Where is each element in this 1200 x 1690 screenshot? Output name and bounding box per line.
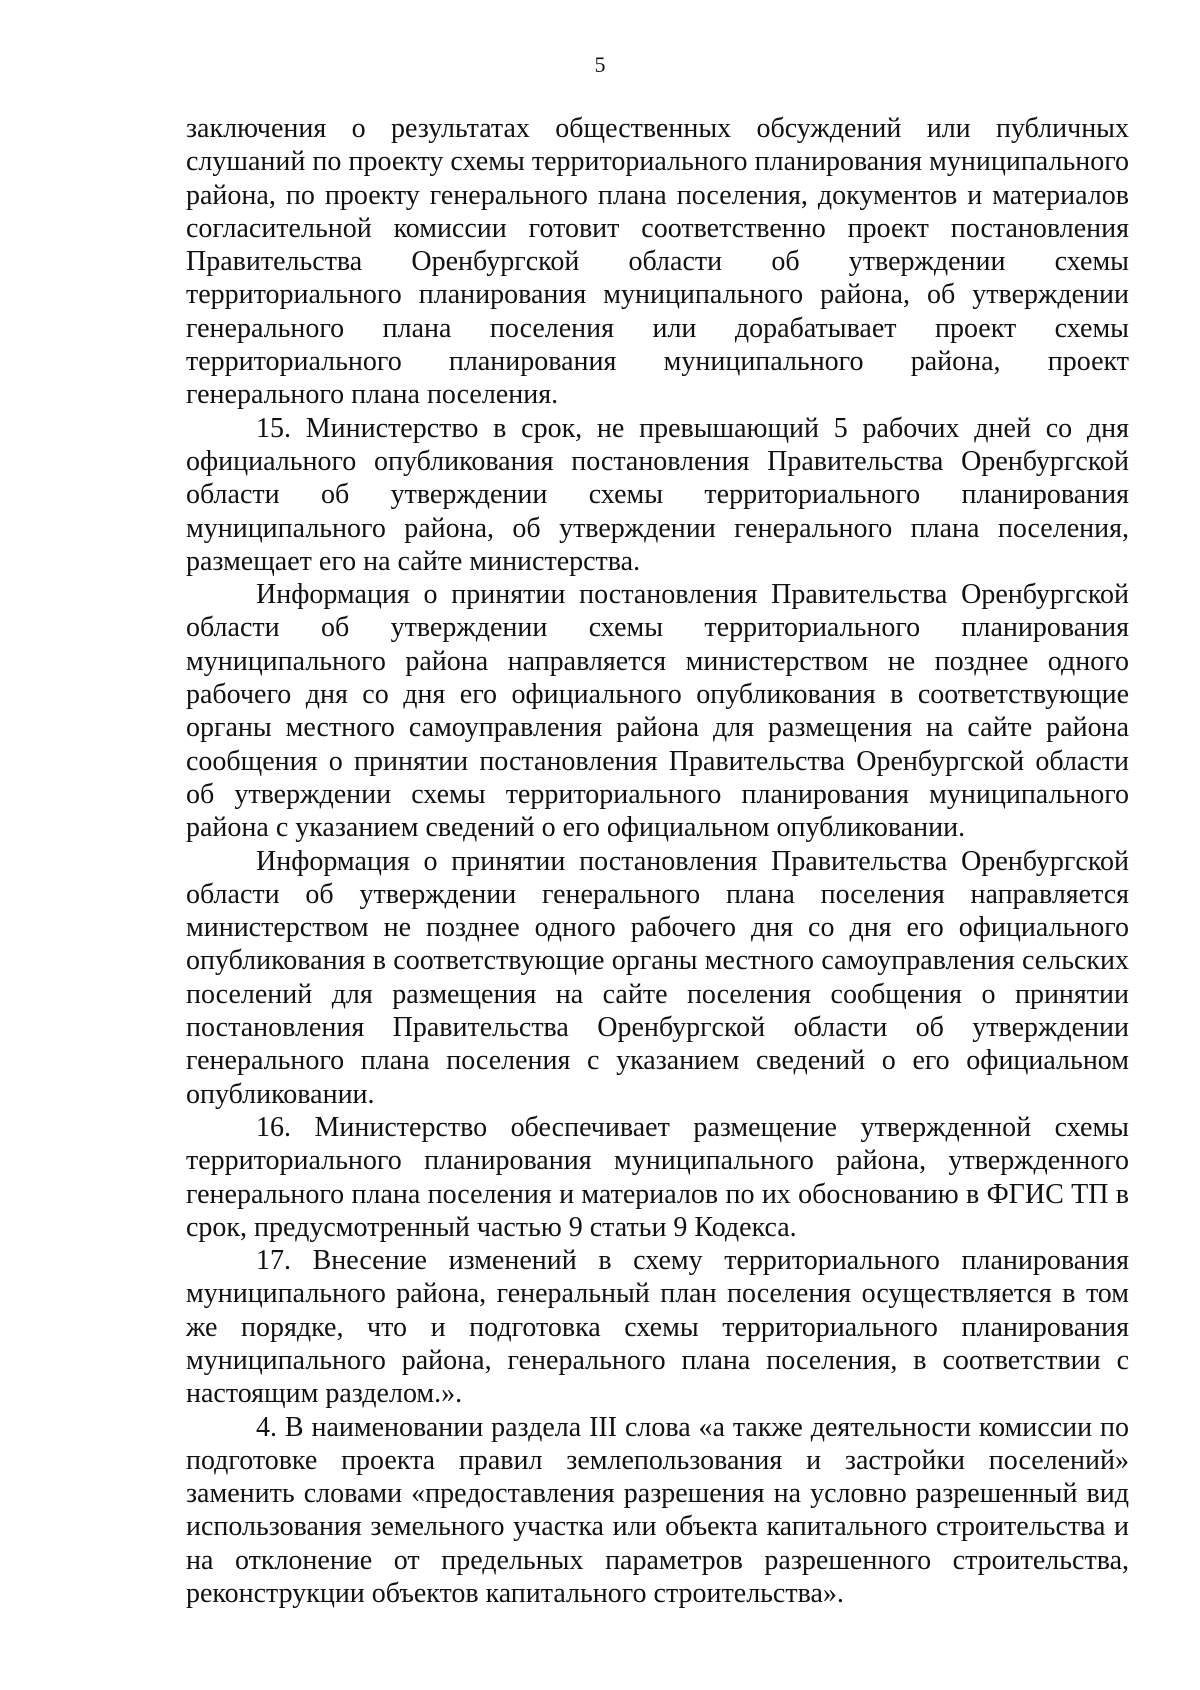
paragraph-continuation: заключения о результатах общественных обсуждений или публичных слушаний по проекту схемы территориального планирования муниципального района, по проекту генерального плана поселения, документов и материалов согласительной комиссии готовит соответственно проект постановления Правительства Оренбургской области об утверждении схемы территориального планирования муниципального района, об утверждении генерального плана поселения или дорабатывает проект схемы территориального планирования муниципального района, проект генерального плана поселения.	[186, 113, 1129, 411]
paragraph-item-16: 16. Министерство обеспечивает размещение утвержденной схемы территориального планирования муниципального района, утвержденного генерального плана поселения и материалов по их обоснованию в ФГИС ТП в срок, предусмотренный частью 9 статьи 9 Кодекса.	[186, 1111, 1129, 1243]
document-body	[186, 112, 1129, 1610]
paragraph-item-17: 17. Внесение изменений в схему территориального планирования муниципального района, генеральный план поселения осуществляется в том же порядке, что и подготовка схемы территориального планирования муниципального района, генерального плана поселения, в соответствии с настоящим разделом.».	[186, 1245, 1129, 1410]
page-number: 5	[594, 52, 606, 77]
paragraph-item-15: 15. Министерство в срок, не превышающий 5 рабочих дней со дня официального опубликования постановления Правительства Оренбургской области об утверждении схемы территориального планирования муниципального района, об утверждении генерального плана поселения, размещает его на сайте министерства.	[186, 412, 1129, 577]
paragraph-info-district: Информация о принятии постановления Правительства Оренбургской области об утверждении схемы территориального планирования муниципального района направляется министерством не позднее одного рабочего дня со дня его официального опубликования в соответствующие органы местного самоуправления района для размещения на сайте района сообщения о принятии постановления Правительства Оренбургской области об утверждении схемы территориального планирования муниципального района с указанием сведений о его официальном опубликовании.	[186, 579, 1129, 844]
paragraph-item-4: 4. В наименовании раздела III слова «а также деятельности комиссии по подготовке проекта правил землепользования и застройки поселений» заменить словами «предоставления разрешения на условно разрешенный вид использования земельного участка или объекта капитального строительства и на отклонение от предельных параметров разрешенного строительства, реконструкции объектов капитального строительства».	[186, 1411, 1129, 1610]
paragraph-info-settlement: Информация о принятии постановления Правительства Оренбургской области об утверждении генерального плана поселения направляется министерством не позднее одного рабочего дня со дня его официального опубликования в соответствующие органы местного самоуправления сельских поселений для размещения на сайте поселения сообщения о принятии постановления Правительства Оренбургской области об утверждении генерального плана поселения с указанием сведений о его официальном опубликовании.	[186, 845, 1129, 1110]
